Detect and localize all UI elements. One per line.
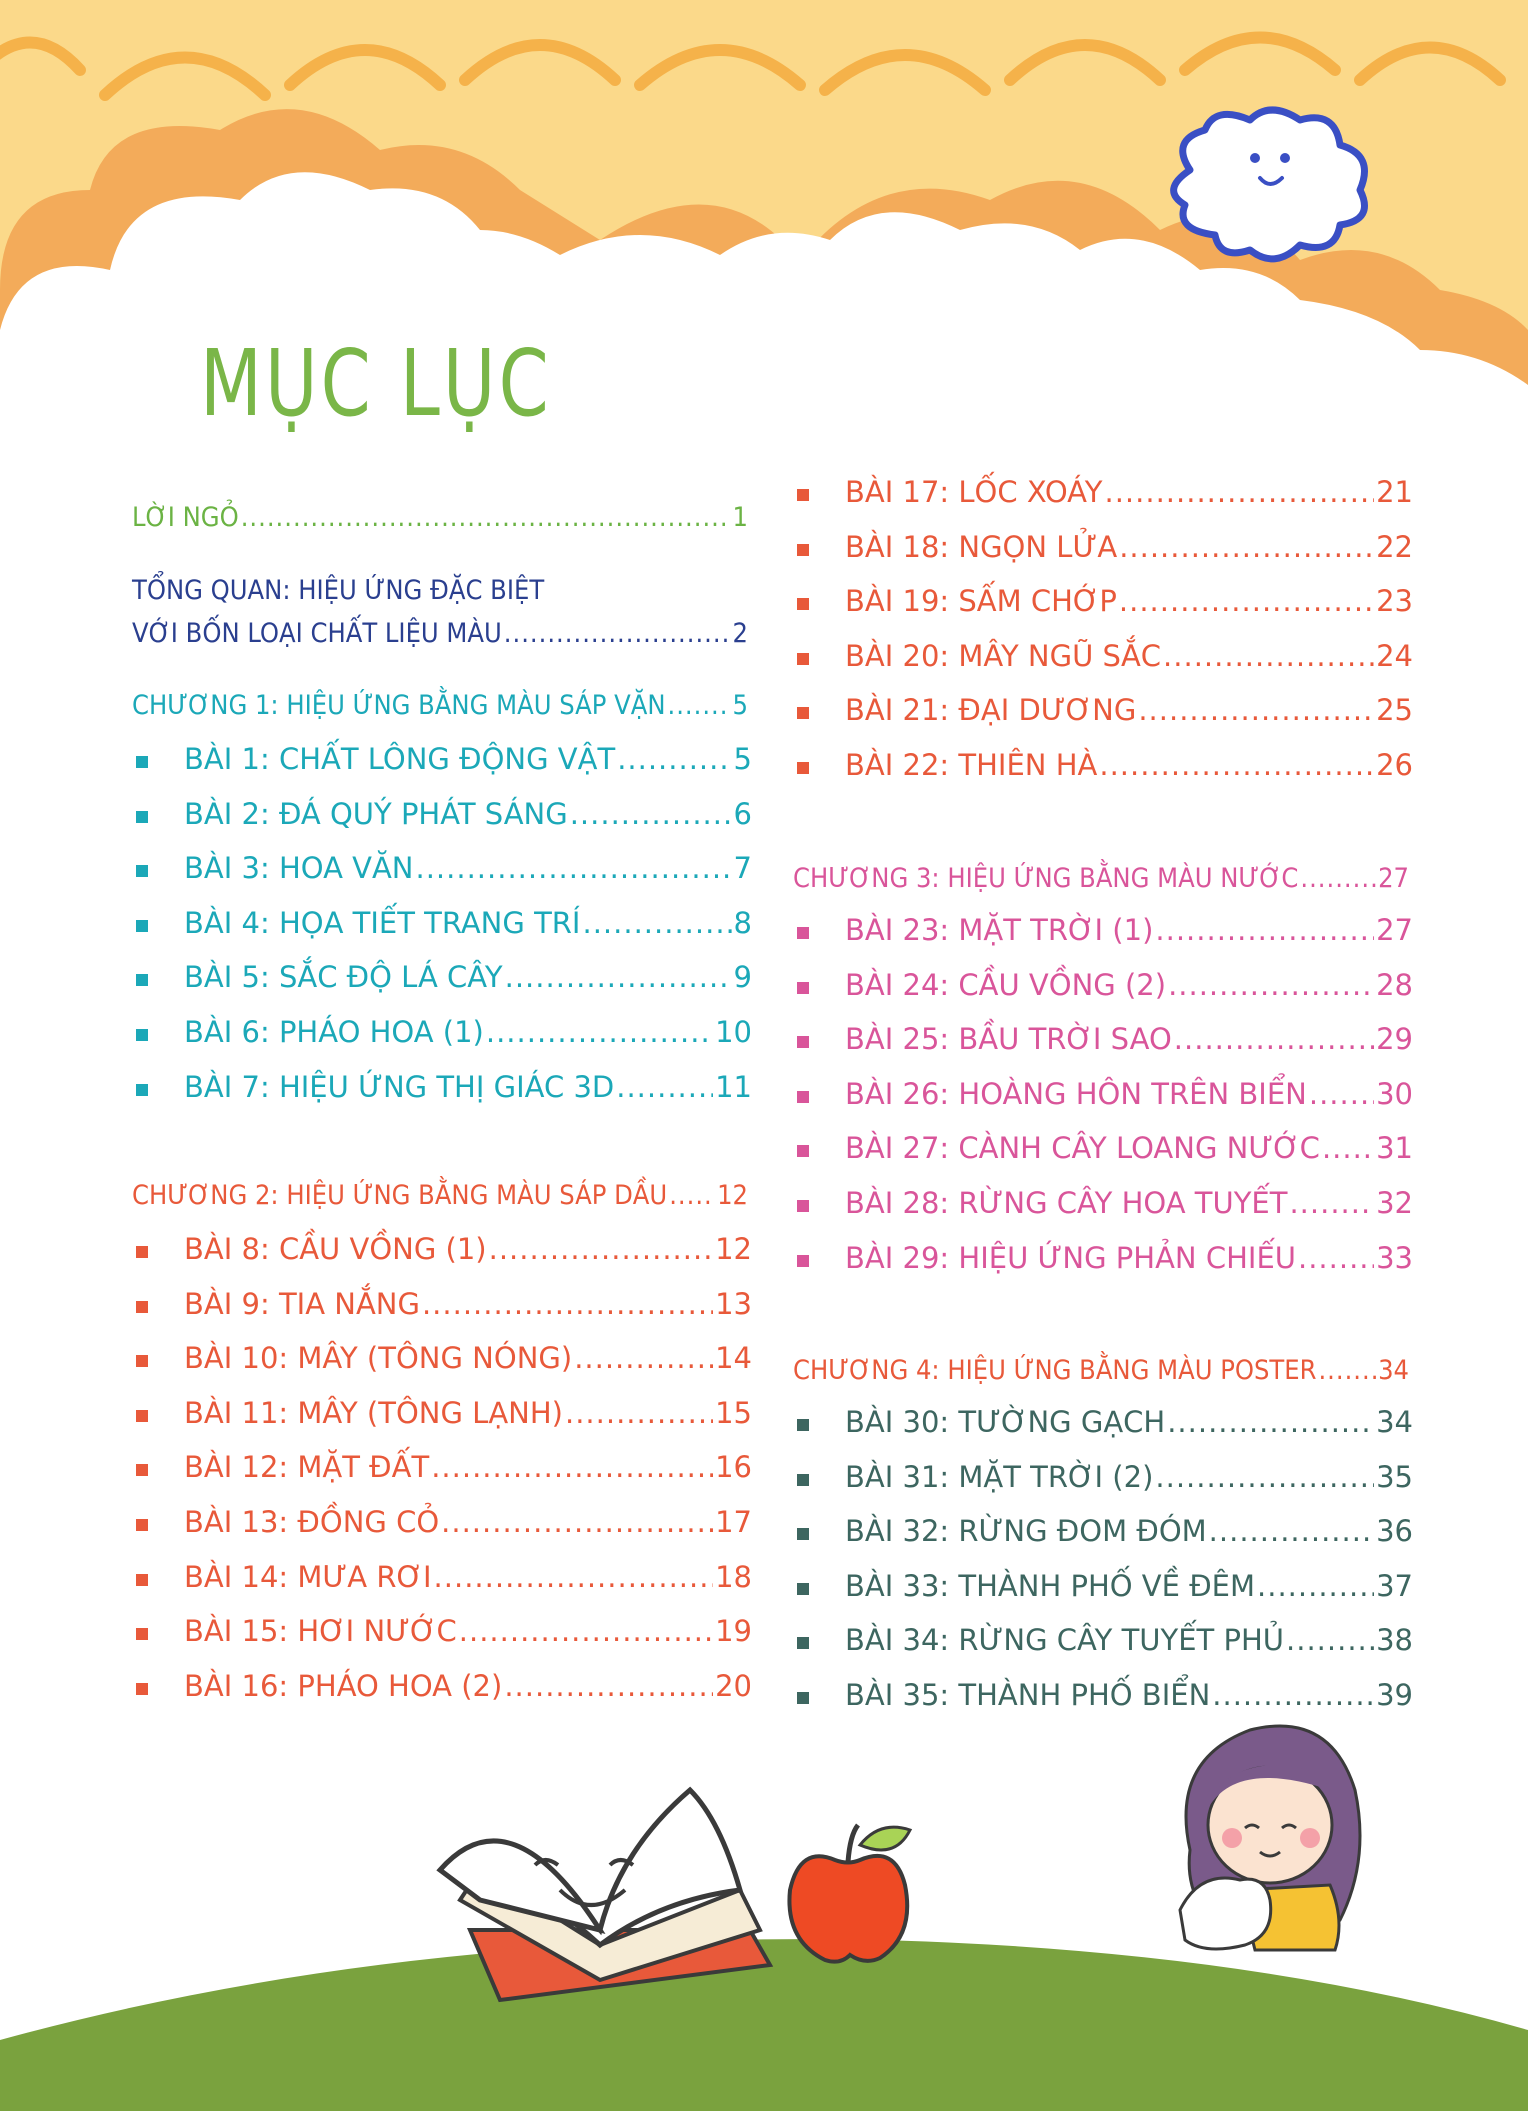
lesson-entry[interactable]	[184, 851, 752, 885]
dot-leader	[1298, 1241, 1374, 1275]
dot-leader	[1167, 1405, 1374, 1439]
lesson-label: BÀI 11: MÂY (TÔNG LẠNH)	[184, 1395, 563, 1430]
lesson-label: BÀI 7: HIỆU ỨNG THỊ GIÁC 3D	[184, 1069, 615, 1104]
lesson-page: 26	[1376, 748, 1413, 782]
lesson-page: 27	[1376, 913, 1413, 947]
chapter-title: CHƯƠNG 4: HIỆU ỨNG BẰNG MÀU POSTER	[793, 1355, 1317, 1386]
lesson-label: BÀI 33: THÀNH PHỐ VỀ ĐÊM	[845, 1568, 1256, 1603]
lesson-page: 21	[1376, 475, 1413, 509]
dot-leader	[1212, 1678, 1374, 1712]
lesson-label: BÀI 23: MẶT TRỜI (1)	[845, 913, 1154, 947]
dot-leader	[616, 1070, 713, 1104]
dot-leader	[1318, 1355, 1376, 1386]
dot-leader	[416, 851, 732, 885]
lesson-entry[interactable]	[845, 1569, 1413, 1603]
lesson-entry[interactable]	[845, 1022, 1413, 1056]
lesson-entry[interactable]	[184, 1396, 752, 1430]
bullet-icon	[797, 1255, 809, 1267]
lesson-entry[interactable]	[184, 1070, 752, 1104]
lesson-page: 13	[715, 1286, 752, 1321]
chapter-3-heading[interactable]	[793, 863, 1409, 894]
lesson-label: BÀI 2: ĐÁ QUÝ PHÁT SÁNG	[184, 796, 568, 831]
lesson-page: 35	[1376, 1459, 1413, 1494]
dot-leader	[1138, 693, 1374, 727]
lesson-label: BÀI 34: RỪNG CÂY TUYẾT PHỦ	[845, 1623, 1285, 1658]
lesson-entry[interactable]	[184, 742, 752, 776]
lesson-label: BÀI 22: THIÊN HÀ	[845, 748, 1098, 782]
lesson-label: BÀI 17: LỐC XOÁY	[845, 475, 1103, 509]
bullet-icon	[136, 1410, 148, 1422]
toc-overview-line1[interactable]	[132, 575, 748, 606]
bullet-icon	[136, 1628, 148, 1640]
dot-leader	[574, 1341, 713, 1375]
girl-illustration	[1180, 1726, 1360, 1950]
chapter-title: CHƯƠNG 3: HIỆU ỨNG BẰNG MÀU NƯỚC	[793, 863, 1299, 894]
lesson-page: 39	[1376, 1678, 1413, 1712]
lesson-label: BÀI 26: HOÀNG HÔN TRÊN BIỂN	[845, 1076, 1307, 1111]
bullet-icon	[136, 811, 148, 823]
dot-leader	[669, 1180, 715, 1211]
lesson-entry[interactable]	[845, 475, 1413, 509]
bullet-icon	[797, 1583, 809, 1595]
lesson-page: 30	[1376, 1076, 1413, 1111]
lesson-entry[interactable]	[845, 584, 1413, 618]
bullet-icon	[797, 544, 809, 556]
lesson-page: 18	[715, 1559, 752, 1594]
lesson-page: 22	[1376, 529, 1413, 564]
bullet-icon	[797, 1145, 809, 1157]
lesson-page: 6	[733, 796, 752, 831]
lesson-label: BÀI 1: CHẤT LÔNG ĐỘNG VẬT	[184, 742, 616, 776]
bullet-icon	[797, 762, 809, 774]
lesson-page: 32	[1376, 1186, 1413, 1220]
lesson-page: 5	[733, 742, 752, 776]
lesson-page: 31	[1376, 1131, 1413, 1166]
page-title: MỤC LỤC	[200, 330, 552, 437]
lesson-label: BÀI 10: MÂY (TÔNG NÓNG)	[184, 1341, 573, 1376]
lesson-page: 15	[715, 1395, 752, 1430]
lesson-page: 14	[715, 1341, 752, 1376]
lesson-label: BÀI 12: MẶT ĐẤT	[184, 1450, 430, 1485]
lesson-label: BÀI 13: ĐỒNG CỎ	[184, 1505, 440, 1539]
lesson-page: 29	[1376, 1022, 1413, 1057]
bullet-icon	[797, 1036, 809, 1048]
bullet-icon	[797, 927, 809, 939]
toc-overview-label-2: VỚI BỐN LOẠI CHẤT LIỆU MÀU	[132, 618, 502, 649]
dot-leader	[1309, 1077, 1374, 1111]
lesson-page: 9	[733, 960, 752, 995]
lesson-label: BÀI 21: ĐẠI DƯƠNG	[845, 693, 1137, 728]
lesson-entry[interactable]	[845, 1460, 1413, 1494]
lesson-entry[interactable]	[845, 1623, 1413, 1657]
lesson-entry[interactable]	[845, 1186, 1413, 1220]
dot-leader	[504, 618, 731, 649]
dot-leader	[668, 690, 731, 721]
lesson-entry[interactable]	[184, 1232, 752, 1266]
toc-overview-label-1: TỔNG QUAN: HIỆU ỨNG ĐẶC BIỆT	[132, 575, 545, 606]
bullet-icon	[136, 1519, 148, 1531]
lesson-page: 12	[715, 1232, 752, 1266]
chapter-page: 12	[717, 1180, 748, 1211]
dot-leader	[1174, 1022, 1374, 1056]
dot-leader	[1155, 1460, 1374, 1494]
dot-leader	[441, 1505, 713, 1539]
lesson-label: BÀI 18: NGỌN LỬA	[845, 529, 1118, 564]
lesson-label: BÀI 30: TƯỜNG GẠCH	[845, 1405, 1166, 1439]
lesson-label: BÀI 20: MÂY NGŨ SẮC	[845, 638, 1162, 673]
lesson-label: BÀI 31: MẶT TRỜI (2)	[845, 1459, 1154, 1494]
chapter-2-heading[interactable]	[132, 1180, 748, 1211]
bullet-icon	[136, 1464, 148, 1476]
lesson-entry[interactable]	[184, 1287, 752, 1321]
bullet-icon	[797, 1200, 809, 1212]
dot-leader	[489, 1232, 713, 1266]
bullet-icon	[136, 1574, 148, 1586]
lesson-label: BÀI 3: HOA VĂN	[184, 851, 414, 886]
lesson-entry[interactable]	[184, 1614, 752, 1648]
toc-intro[interactable]	[132, 502, 748, 533]
lesson-entry[interactable]	[845, 1077, 1413, 1111]
lesson-entry[interactable]	[184, 797, 752, 831]
dot-leader	[1209, 1514, 1374, 1548]
lesson-label: BÀI 32: RỪNG ĐOM ĐÓM	[845, 1514, 1207, 1549]
lesson-entry[interactable]	[845, 1131, 1413, 1165]
lesson-page: 24	[1376, 638, 1413, 673]
dot-leader	[1119, 584, 1374, 618]
bullet-icon	[136, 1683, 148, 1695]
dot-leader	[505, 960, 732, 994]
dot-leader	[565, 1396, 713, 1430]
dot-leader	[422, 1287, 713, 1321]
toc-intro-page: 1	[732, 502, 748, 533]
dot-leader	[1155, 913, 1374, 947]
dot-leader	[1099, 748, 1374, 782]
bullet-icon	[797, 598, 809, 610]
lesson-page: 33	[1376, 1240, 1413, 1275]
lesson-label: BÀI 27: CÀNH CÂY LOANG NƯỚC	[845, 1131, 1320, 1166]
bullet-icon	[136, 1301, 148, 1313]
bullet-icon	[797, 1091, 809, 1103]
bullet-icon	[797, 653, 809, 665]
chapter-title: CHƯƠNG 2: HIỆU ỨNG BẰNG MÀU SÁP DẦU	[132, 1180, 668, 1211]
dot-leader	[241, 502, 731, 533]
chapter-page: 5	[732, 690, 748, 721]
lesson-label: BÀI 5: SẮC ĐỘ LÁ CÂY	[184, 960, 503, 995]
dot-leader	[1104, 475, 1374, 509]
dot-leader	[1168, 968, 1374, 1002]
lesson-entry[interactable]	[184, 1505, 752, 1539]
dot-leader	[1119, 530, 1374, 564]
bullet-icon	[797, 707, 809, 719]
lesson-entry[interactable]	[845, 693, 1413, 727]
lesson-entry[interactable]	[184, 1450, 752, 1484]
dot-leader	[617, 742, 731, 776]
lesson-entry[interactable]	[845, 1514, 1413, 1548]
dot-leader	[570, 797, 732, 831]
dot-leader	[434, 1560, 714, 1594]
dot-leader	[504, 1669, 713, 1703]
lesson-entry[interactable]	[184, 960, 752, 994]
dot-leader	[1286, 1623, 1374, 1657]
lesson-entry[interactable]	[845, 1405, 1413, 1439]
dot-leader	[1257, 1569, 1374, 1603]
lesson-label: BÀI 35: THÀNH PHỐ BIỂN	[845, 1678, 1211, 1712]
lesson-page: 20	[715, 1668, 752, 1703]
lesson-label: BÀI 15: HƠI NƯỚC	[184, 1614, 457, 1649]
lesson-page: 37	[1376, 1568, 1413, 1603]
lesson-page: 25	[1376, 693, 1413, 728]
lesson-page: 8	[733, 905, 752, 940]
lesson-label: BÀI 6: PHÁO HOA (1)	[184, 1015, 484, 1049]
bullet-icon	[797, 982, 809, 994]
dot-leader	[1322, 1131, 1374, 1165]
lesson-entry[interactable]	[184, 1341, 752, 1375]
lesson-label: BÀI 24: CẦU VỒNG (2)	[845, 967, 1167, 1002]
bullet-icon	[797, 1528, 809, 1540]
bullet-icon	[136, 974, 148, 986]
lesson-page: 11	[715, 1069, 752, 1104]
chapter-4-heading[interactable]	[793, 1355, 1409, 1386]
lesson-page: 17	[715, 1505, 752, 1539]
lesson-label: BÀI 28: RỪNG CÂY HOA TUYẾT	[845, 1186, 1288, 1220]
lesson-entry[interactable]	[184, 906, 752, 940]
dot-leader	[1163, 639, 1374, 673]
lesson-entry[interactable]	[184, 1560, 752, 1594]
lesson-entry[interactable]	[184, 1669, 752, 1703]
bullet-icon	[136, 1246, 148, 1258]
chapter-page: 27	[1378, 863, 1409, 894]
toc-overview-page: 2	[732, 618, 748, 649]
bullet-icon	[797, 1419, 809, 1431]
lesson-label: BÀI 14: MƯA RƠI	[184, 1559, 432, 1594]
lesson-page: 19	[715, 1614, 752, 1649]
lesson-label: BÀI 8: CẦU VỒNG (1)	[184, 1232, 487, 1266]
dot-leader	[1289, 1186, 1374, 1220]
bullet-icon	[136, 1355, 148, 1367]
chapter-title: CHƯƠNG 1: HIỆU ỨNG BẰNG MÀU SÁP VẶN	[132, 690, 666, 721]
lesson-entry[interactable]	[845, 913, 1413, 947]
lesson-entry[interactable]	[184, 1015, 752, 1049]
lesson-entry[interactable]	[845, 639, 1413, 673]
lesson-page: 10	[715, 1015, 752, 1049]
bullet-icon	[136, 1084, 148, 1096]
lesson-label: BÀI 9: TIA NẮNG	[184, 1286, 420, 1321]
chapter-page: 34	[1378, 1355, 1409, 1386]
bullet-icon	[797, 489, 809, 501]
bullet-icon	[797, 1692, 809, 1704]
bullet-icon	[136, 920, 148, 932]
lesson-entry[interactable]	[845, 1678, 1413, 1712]
chapter-1-heading[interactable]	[132, 690, 748, 721]
lesson-page: 34	[1376, 1405, 1413, 1439]
bullet-icon	[136, 865, 148, 877]
lesson-entry[interactable]	[845, 748, 1413, 782]
lesson-label: BÀI 4: HỌA TIẾT TRANG TRÍ	[184, 905, 581, 940]
lesson-label: BÀI 25: BẦU TRỜI SAO	[845, 1022, 1172, 1057]
lesson-entry[interactable]	[845, 530, 1413, 564]
lesson-entry[interactable]	[845, 968, 1413, 1002]
lesson-page: 7	[733, 851, 752, 886]
dot-leader	[582, 906, 731, 940]
lesson-page: 16	[715, 1450, 752, 1485]
lesson-page: 36	[1376, 1514, 1413, 1549]
lesson-label: BÀI 16: PHÁO HOA (2)	[184, 1668, 503, 1703]
bullet-icon	[136, 756, 148, 768]
lesson-entry[interactable]	[845, 1241, 1413, 1275]
dot-leader	[486, 1015, 713, 1049]
toc-overview-line2[interactable]	[132, 618, 748, 649]
bullet-icon	[797, 1637, 809, 1649]
lesson-page: 38	[1376, 1623, 1413, 1658]
lesson-label: BÀI 29: HIỆU ỨNG PHẢN CHIẾU	[845, 1240, 1296, 1275]
dot-leader	[459, 1614, 713, 1648]
lesson-page: 28	[1376, 967, 1413, 1002]
bullet-icon	[136, 1029, 148, 1041]
toc-intro-label: LỜI NGỎ	[132, 502, 239, 533]
dot-leader	[1300, 863, 1376, 894]
dot-leader	[431, 1450, 713, 1484]
lesson-label: BÀI 19: SẤM CHỚP	[845, 584, 1117, 619]
bullet-icon	[797, 1474, 809, 1486]
lesson-page: 23	[1376, 584, 1413, 619]
